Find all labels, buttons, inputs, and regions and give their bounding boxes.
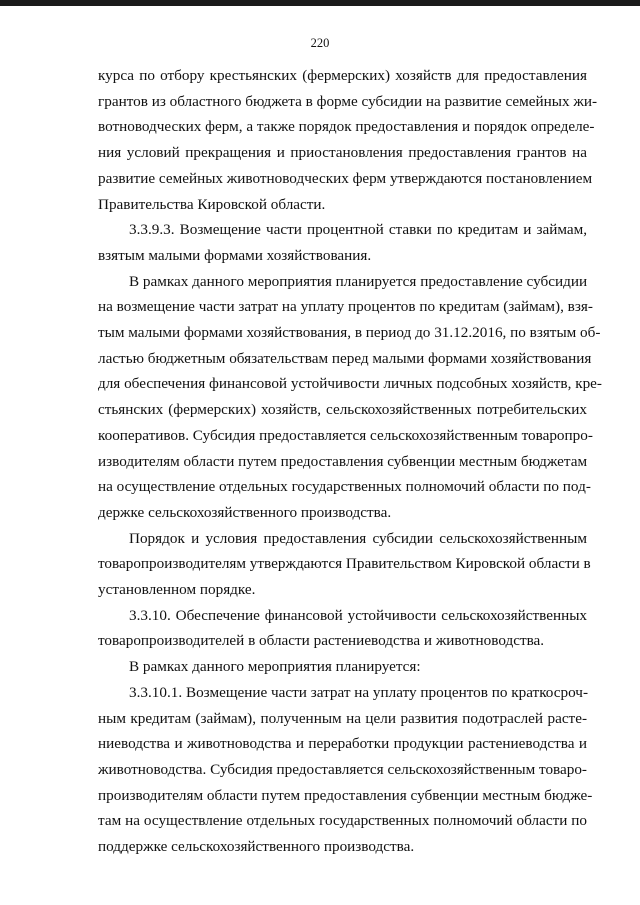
text-line: тым малыми формами хозяйствования, в период до 31.12.2016, по взятым об- xyxy=(98,324,601,342)
page-number: 220 xyxy=(310,36,330,50)
text-line: установленном порядке. xyxy=(98,581,256,599)
text-line: там на осуществление отдельных государственных полномочий области по xyxy=(98,812,587,830)
text-line: 3.3.10. Обеспечение финансовой устойчивости сельскохозяйственных xyxy=(129,606,587,624)
text-line: для обеспечения финансовой устойчивости личных подсобных хозяйств, кре- xyxy=(98,375,602,393)
text-line: Правительства Кировской области. xyxy=(98,195,326,213)
text-line: вотноводческих ферм, а также порядок предоставления и порядок определе- xyxy=(98,118,595,136)
top-border-rule xyxy=(0,0,640,6)
section-heading-3-3-10-1 xyxy=(98,680,593,860)
text-line: 3.3.10.1. Возмещение части затрат на уплату процентов по краткосроч- xyxy=(129,683,589,701)
text-line: ным кредитам (займам), полученным на цели развития подотраслей расте- xyxy=(98,709,587,727)
paragraph-procedure-conditions xyxy=(98,526,591,603)
section-heading-3-3-10 xyxy=(98,603,587,654)
text-line: ния условий прекращения и приостановления предоставления грантов на xyxy=(98,144,587,162)
text-line: кооперативов. Субсидия предоставляется сельскохозяйственным товаропро- xyxy=(98,426,593,444)
text-line: курса по отбору крестьянских (фермерских) хозяйств для предоставления xyxy=(98,67,587,84)
text-line: грантов из областного бюджета в форме субсидии на развитие семейных жи- xyxy=(98,92,598,110)
text-line: 3.3.9.3. Возмещение части процентной ставки по кредитам и займам, xyxy=(129,221,587,239)
text-line: держке сельскохозяйственного производства. xyxy=(98,503,392,521)
text-line: развитие семейных животноводческих ферм утверждаются постановлением xyxy=(98,169,593,187)
text-line: ластью бюджетным обязательствам перед малыми формами хозяйствования xyxy=(98,349,592,367)
text-line: стьянских (фермерских) хозяйств, сельскохозяйственных потребительских xyxy=(98,401,587,419)
section-heading-3-3-9-3 xyxy=(98,217,587,268)
text-line: товаропроизводителям утверждаются Правительством Кировской области в xyxy=(98,555,591,573)
text-line: на осуществление отдельных государственных полномочий области по под- xyxy=(98,478,591,496)
paragraph-subsidy-interest xyxy=(98,269,602,526)
text-line: взятым малыми формами хозяйствования. xyxy=(98,246,372,264)
text-line: Порядок и условия предоставления субсидии сельскохозяйственным xyxy=(129,529,587,547)
paragraph-planned-intro xyxy=(98,654,587,680)
text-line: товаропроизводителей в области растениеводства и животноводства. xyxy=(98,632,545,650)
text-line: ниеводства и животноводства и переработки продукции растениеводства и xyxy=(98,735,587,753)
document-body xyxy=(98,63,602,860)
paragraph-grants-continuation xyxy=(98,63,598,217)
text-line: производителям области путем предоставления субвенции местным бюдже- xyxy=(98,786,593,804)
text-line: В рамках данного мероприятия планируется: xyxy=(129,658,421,676)
text-line: поддержке сельскохозяйственного производства. xyxy=(98,838,415,856)
text-line: животноводства. Субсидия предоставляется сельскохозяйственным товаро- xyxy=(98,760,587,778)
text-line: на возмещение части затрат на уплату процентов по кредитам (займам), взя- xyxy=(98,298,593,316)
text-line: изводителям области путем предоставления субвенции местным бюджетам xyxy=(98,452,588,470)
text-line: В рамках данного мероприятия планируется предоставление субсидии xyxy=(129,272,588,290)
